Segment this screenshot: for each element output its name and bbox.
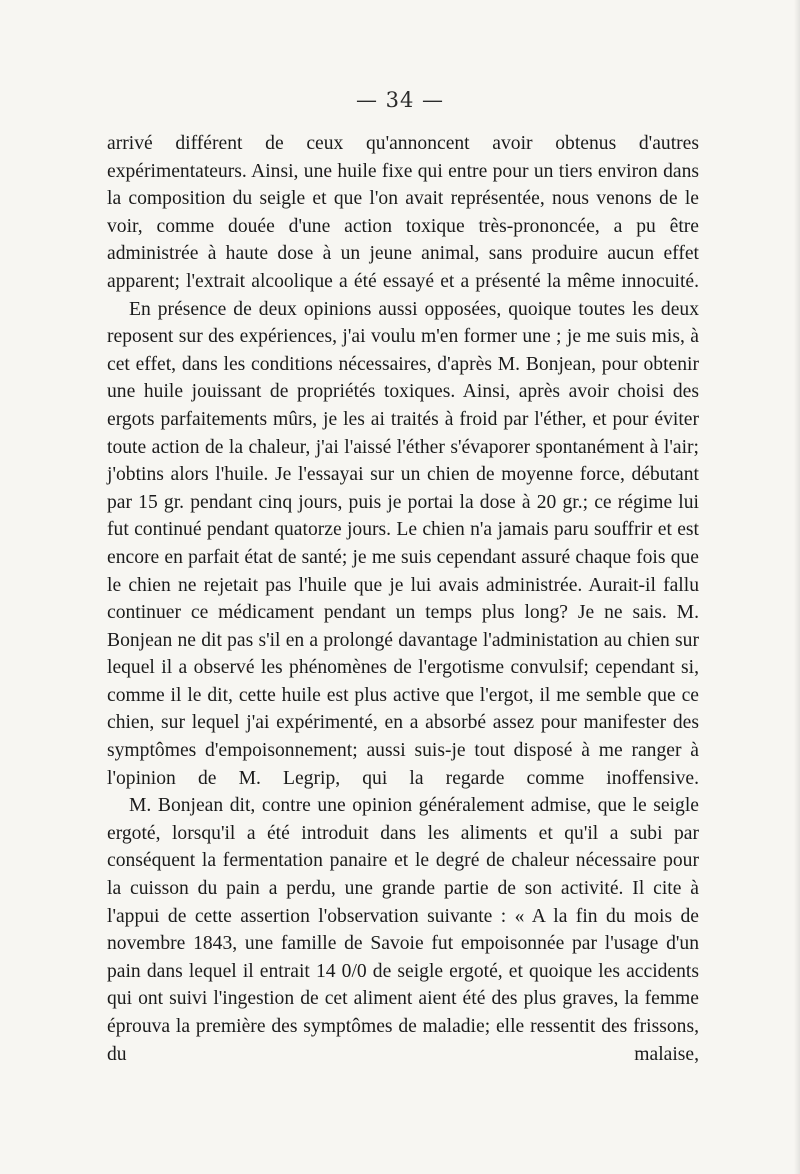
paragraph-continuation: arrivé différent de ceux qu'annoncent avoir obtenus d'autres expérimentateurs. Ainsi, une huile fixe qui entre pour un tiers environ dans la composition du seigle et que l'on avait représentée, nous venons de le voir, comme douée d'une action toxique très-prononcée, a pu être administrée à haute dose à un jeune animal, sans produire aucun effet apparent; l'extrait alcoolique a été essayé et a présenté la même innocuité. (107, 133, 699, 292)
page-number: — 34 — (355, 88, 445, 112)
body-text (107, 130, 699, 1068)
paragraph-bread-observation: M. Bonjean dit, contre une opinion généralement admise, que le seigle ergoté, lorsqu'il a été introduit dans les aliments et qu'il a subi par conséquent la fermentation panaire et le degré de chaleur nécessaire pour la cuisson du pain a perdu, une grande partie de son activité. Il cite à l'appui de cette assertion l'observation suivante : « A la fin du mois de novembre 1843, une famille de Savoie fut empoisonnée par l'usage d'un pain dans lequel il entrait 14 0/0 de seigle ergoté, et quoique les accidents qui ont suivi l'ingestion de cet aliment aient été des plus graves, la femme éprouva la première des symptômes de maladie; elle ressentit des frissons, du malaise, (107, 795, 699, 1065)
page-edge-shadow (794, 0, 800, 1174)
paragraph-bonjean-oil-experiment: En présence de deux opinions aussi opposées, quoique toutes les deux reposent sur des expériences, j'ai voulu m'en former une ; je me suis mis, à cet effet, dans les conditions nécessaires, d'après M. Bonjean, pour obtenir une huile jouissant de propriétés toxiques. Ainsi, après avoir choisi des ergots parfaitements mûrs, je les ai traités à froid par l'éther, et pour éviter toute action de la chaleur, j'ai l'aissé l'éther s'évaporer spontanément à l'air; j'obtins alors l'huile. Je l'essayai sur un chien de moyenne force, débutant par 15 gr. pendant cinq jours, puis je portai la dose à 20 gr.; ce régime lui fut continué pendant quatorze jours. Le chien n'a jamais paru souffrir et est encore en parfait état de santé; je me suis cependant assuré chaque fois que le chien ne rejetait pas l'huile que je lui avais administrée. Aurait-il fallu continuer ce médicament pendant un temps plus long? Je ne sais. M. Bonjean ne dit pas s'il en a prolongé davantage l'administation au chien sur lequel il a observé les phénomènes de l'ergotisme convulsif; cependant si, comme il le dit, cette huile est plus active que l'ergot, il me semble que ce chien, sur lequel j'ai expérimenté, en a absorbé assez pour manifester des symptômes d'empoisonnement; aussi suis-je tout disposé à me ranger à l'opinion de M. Legrip, qui la regarde comme inoffensive. (107, 298, 699, 789)
